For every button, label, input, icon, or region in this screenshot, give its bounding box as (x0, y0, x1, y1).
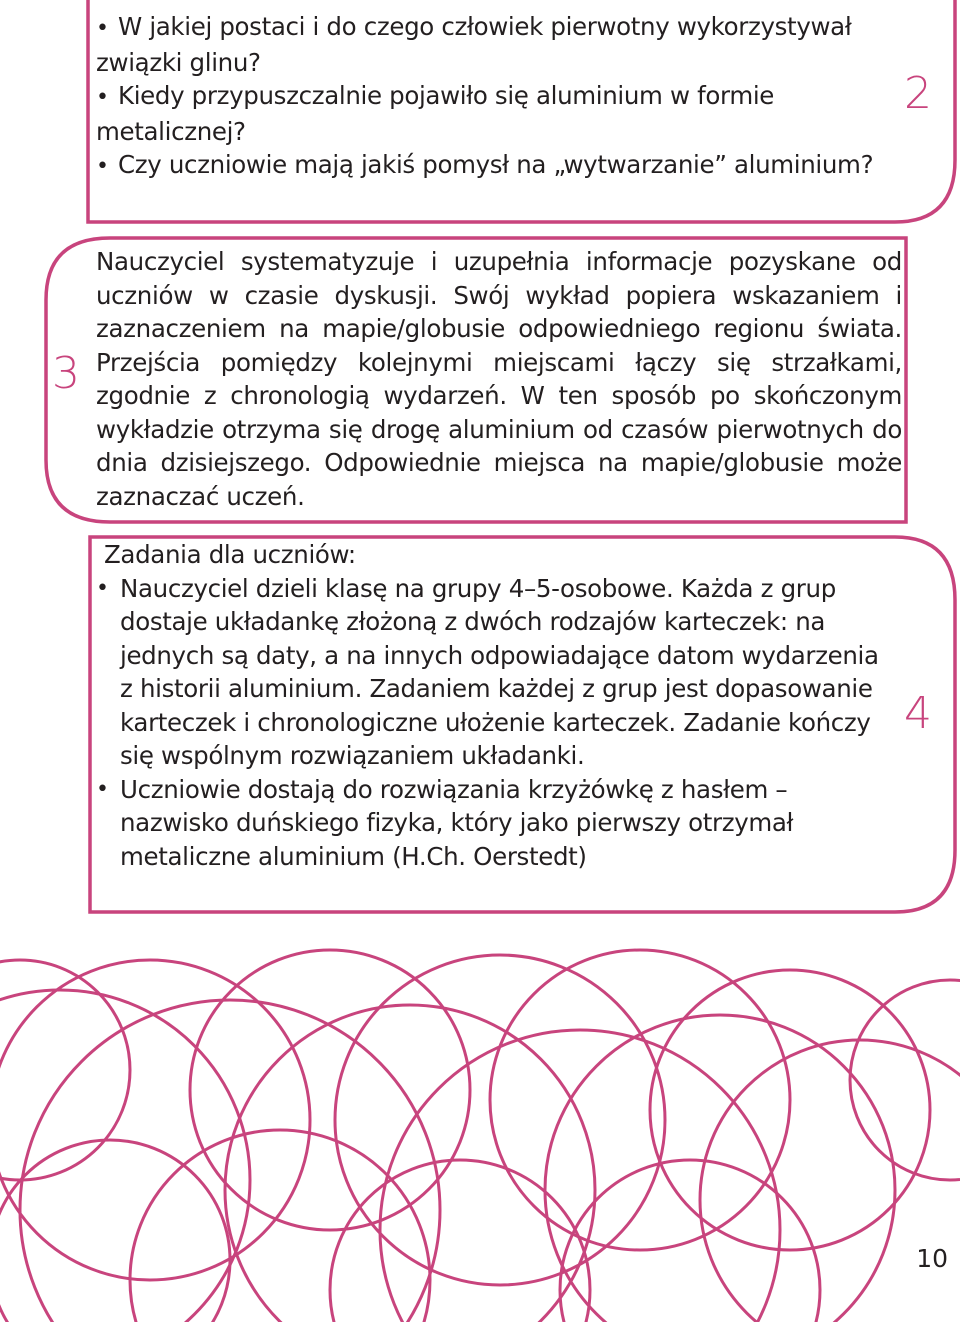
bullet-icon: • (96, 575, 109, 601)
task-list (96, 572, 896, 874)
tasks-heading: Zadania dla uczniów: (104, 540, 356, 569)
section-number-3: 3 (52, 348, 80, 399)
question-item: • Kiedy przypuszczalnie pojawiło się aluminium w formie metalicznej? (96, 81, 775, 146)
page-number: 10 (916, 1244, 948, 1273)
bullet-icon: • (96, 154, 109, 179)
block-4-tasks (96, 538, 896, 873)
question-item: • Czy uczniowie mają jakiś pomysł na „wytwarzanie” aluminium? (96, 148, 886, 184)
block-3-lecture (96, 245, 902, 513)
bullet-icon: • (96, 85, 109, 110)
circles-pattern (0, 950, 960, 1322)
block-2-questions (96, 10, 886, 184)
bullet-icon: • (96, 16, 109, 41)
task-item: • Nauczyciel dzieli klasę na grupy 4–5-osobowe. Każda z grup dostaje układankę złożoną z dwóch rodzajów karteczek: na jednych są daty, a na innych odpowiadające datom wydarzenia z historii aluminium. Zadaniem każdej z grup jest dopasowanie karteczek i chronologiczne ułożenie karteczek. Zadanie kończy się wspólnym rozwiązaniem układanki. (96, 573, 879, 770)
question-item: • W jakiej postaci i do czego człowiek pierwotny wykorzystywał związki glinu? (96, 12, 852, 77)
section-number-4: 4 (904, 688, 932, 739)
section-number-2: 2 (904, 68, 932, 119)
task-item: • Uczniowie dostają do rozwiązania krzyżówkę z hasłem – nazwisko duńskiego fizyka, który jako pierwszy otrzymał metaliczne aluminium (H.Ch. Oerstedt) (96, 774, 794, 871)
bullet-icon: • (96, 776, 109, 802)
lecture-paragraph: Nauczyciel systematyzuje i uzupełnia informacje pozyskane od uczniów w czasie dyskusji. Swój wykład popiera wskazaniem i zaznaczeniem na mapie/globusie odpowiedniego regionu świata. Przejścia pomiędzy kolejnymi miejscami łączy się strzałkami, zgodnie z chronologią wydarzeń. W ten sposób po skończonym wykładzie otrzyma się drogę aluminium od czasów pierwotnych do dnia dzisiejszego. Odpowiednie miejsca na mapie/globusie może zaznaczać uczeń. (96, 247, 902, 511)
question-list (96, 10, 886, 184)
